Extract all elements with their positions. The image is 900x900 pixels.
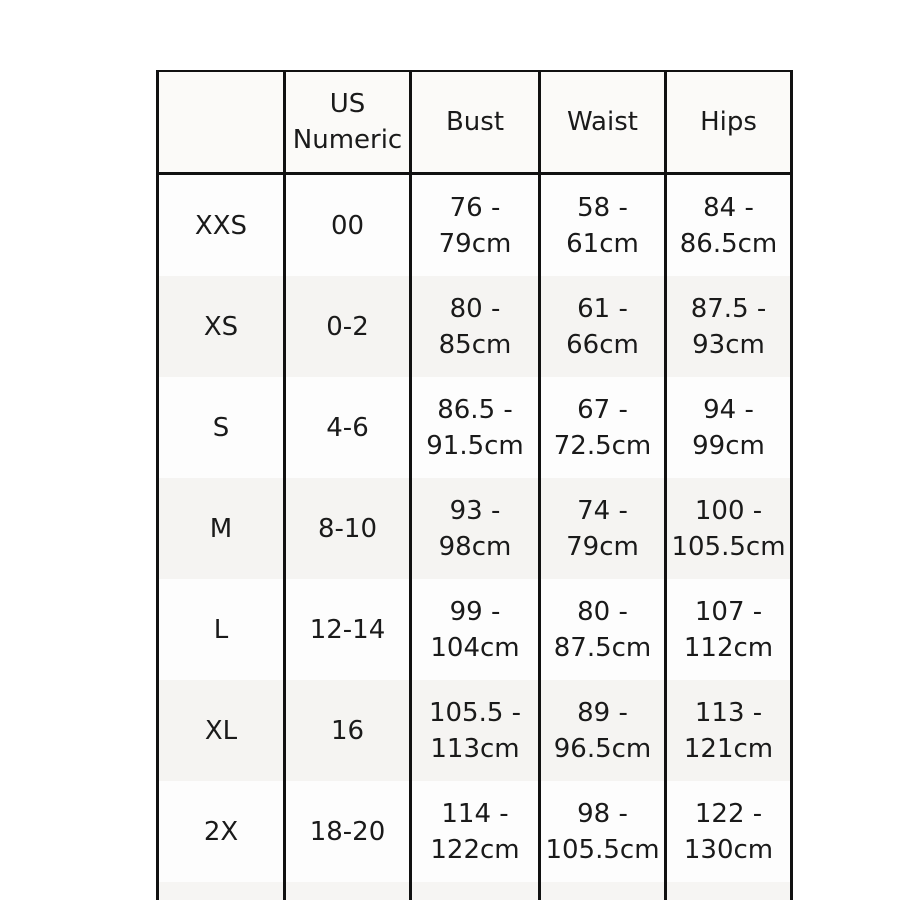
- hips-cell: 107 - 112cm: [666, 579, 792, 680]
- table-row: [158, 276, 792, 377]
- header-size: [158, 71, 285, 174]
- table-row: [158, 478, 792, 579]
- header-hips: Hips: [666, 71, 792, 174]
- size-chart-table: [156, 70, 793, 900]
- empty-cell: [666, 882, 792, 900]
- hips-cell: 84 - 86.5cm: [666, 174, 792, 277]
- bust-cell: 93 - 98cm: [411, 478, 540, 579]
- size-cell: L: [158, 579, 285, 680]
- table-row: [158, 579, 792, 680]
- header-waist: Waist: [540, 71, 666, 174]
- size-cell: M: [158, 478, 285, 579]
- table-row-cut-off: [158, 882, 792, 900]
- us-numeric-cell: 4-6: [285, 377, 411, 478]
- waist-cell: 67 - 72.5cm: [540, 377, 666, 478]
- header-bust: Bust: [411, 71, 540, 174]
- header-us-numeric: US Numeric: [285, 71, 411, 174]
- waist-cell: 98 - 105.5cm: [540, 781, 666, 882]
- table-row: [158, 781, 792, 882]
- hips-cell: 122 - 130cm: [666, 781, 792, 882]
- bust-cell: 80 - 85cm: [411, 276, 540, 377]
- hips-cell: 100 - 105.5cm: [666, 478, 792, 579]
- bust-cell: 99 - 104cm: [411, 579, 540, 680]
- waist-cell: 89 - 96.5cm: [540, 680, 666, 781]
- size-cell: XS: [158, 276, 285, 377]
- table-row: [158, 377, 792, 478]
- us-numeric-cell: 12-14: [285, 579, 411, 680]
- us-numeric-cell: 18-20: [285, 781, 411, 882]
- header-row: [158, 71, 792, 174]
- empty-cell: [285, 882, 411, 900]
- hips-cell: 94 - 99cm: [666, 377, 792, 478]
- bust-cell: 114 - 122cm: [411, 781, 540, 882]
- empty-cell: [411, 882, 540, 900]
- bust-cell: 76 - 79cm: [411, 174, 540, 277]
- bust-cell: 86.5 - 91.5cm: [411, 377, 540, 478]
- waist-cell: 58 - 61cm: [540, 174, 666, 277]
- us-numeric-cell: 00: [285, 174, 411, 277]
- table-row: [158, 680, 792, 781]
- waist-cell: 74 - 79cm: [540, 478, 666, 579]
- bust-cell: 105.5 - 113cm: [411, 680, 540, 781]
- us-numeric-cell: 16: [285, 680, 411, 781]
- us-numeric-cell: 8-10: [285, 478, 411, 579]
- empty-cell: [158, 882, 285, 900]
- size-cell: 2X: [158, 781, 285, 882]
- table-row: [158, 174, 792, 277]
- us-numeric-cell: 0-2: [285, 276, 411, 377]
- hips-cell: 87.5 - 93cm: [666, 276, 792, 377]
- empty-cell: [540, 882, 666, 900]
- hips-cell: 113 - 121cm: [666, 680, 792, 781]
- size-cell: S: [158, 377, 285, 478]
- waist-cell: 61 - 66cm: [540, 276, 666, 377]
- size-cell: XL: [158, 680, 285, 781]
- size-cell: XXS: [158, 174, 285, 277]
- waist-cell: 80 - 87.5cm: [540, 579, 666, 680]
